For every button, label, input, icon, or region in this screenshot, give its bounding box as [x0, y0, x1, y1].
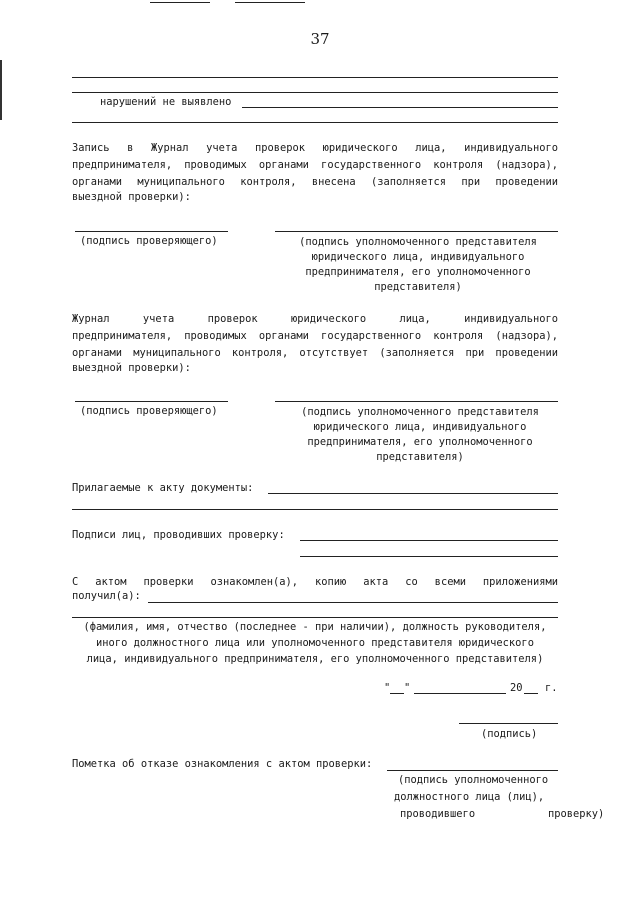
date-quote-open: " [384, 682, 391, 694]
no-violations-label: нарушений не выявлено [100, 96, 232, 108]
representative-signature-line [275, 231, 558, 232]
date-day-line [390, 693, 404, 694]
acquainted-received-label: получил(а): [72, 590, 141, 602]
journal-entry-line: органами муниципального контроля, внесена (заполняется при проведении [72, 176, 558, 188]
refusal-caption: (подпись уполномоченного [398, 774, 549, 786]
date-month-line [414, 693, 506, 694]
refusal-caption: должностного лица (лиц), [394, 791, 545, 803]
scan-top-mark [150, 2, 210, 3]
date-year-prefix: 20 [510, 682, 523, 694]
scan-top-mark [235, 2, 305, 3]
page-number: 37 [310, 30, 330, 48]
inspectors-signature-line [300, 556, 558, 557]
refusal-signature-line [387, 770, 558, 771]
date-year-suffix: г. [545, 682, 558, 694]
refusal-caption: проводившего [400, 808, 476, 820]
journal-absent-line: выездной проверки): [72, 362, 191, 374]
representative-signature-caption: предпринимателя, его уполномоченного [307, 436, 533, 448]
representative-signature-caption: предпринимателя, его уполномоченного [305, 266, 531, 278]
journal-entry-line: Запись в Журнал учета проверок юридического лица, индивидуального [72, 142, 558, 154]
acquainted-text: С актом проверки ознакомлен(а), копию акта со всеми приложениями [72, 576, 558, 588]
blank-line [72, 92, 558, 93]
representative-signature-caption: представителя) [374, 281, 462, 293]
fio-caption: (фамилия, имя, отчество (последнее - при наличии), должность руководителя, [83, 621, 547, 633]
signature-line [459, 723, 558, 724]
blank-line [72, 77, 558, 78]
date-year-line [524, 693, 538, 694]
journal-entry-line: предпринимателя, проводимых органами государственного контроля (надзора), [72, 159, 558, 171]
inspectors-signature-line [300, 540, 558, 541]
representative-signature-caption: (подпись уполномоченного представителя [299, 236, 537, 248]
attached-documents-line [72, 509, 558, 510]
refusal-caption: проверку) [548, 808, 605, 820]
representative-signature-caption: юридического лица, индивидуального [313, 421, 527, 433]
acquainted-line [72, 617, 558, 618]
blank-line [72, 122, 558, 123]
inspector-signature-line [75, 401, 228, 402]
journal-absent-line: Журнал учета проверок юридического лица, индивидуального [72, 313, 558, 325]
attached-documents-label: Прилагаемые к акту документы: [72, 482, 254, 494]
representative-signature-line [275, 401, 558, 402]
inspector-signature-caption: (подпись проверяющего) [80, 235, 218, 247]
inspectors-signatures-label: Подписи лиц, проводивших проверку: [72, 529, 285, 541]
journal-absent-line: органами муниципального контроля, отсутствует (заполняется при проведении [72, 347, 558, 359]
fio-caption: иного должностного лица или уполномоченного представителя юридического [96, 637, 534, 649]
refusal-label: Пометка об отказе ознакомления с актом проверки: [72, 758, 373, 770]
journal-entry-line: выездной проверки): [72, 191, 191, 203]
representative-signature-caption: юридического лица, индивидуального [311, 251, 525, 263]
representative-signature-caption: представителя) [376, 451, 464, 463]
fio-caption: лица, индивидуального предпринимателя, его уполномоченного представителя) [86, 653, 544, 665]
journal-absent-line: предпринимателя, проводимых органами государственного контроля (надзора), [72, 330, 558, 342]
representative-signature-caption: (подпись уполномоченного представителя [301, 406, 539, 418]
attached-documents-line [268, 493, 558, 494]
acquainted-line [148, 602, 558, 603]
inspector-signature-caption: (подпись проверяющего) [80, 405, 218, 417]
signature-caption: (подпись) [481, 728, 538, 740]
date-quote-close: " [404, 682, 411, 694]
inspector-signature-line [75, 231, 228, 232]
no-violations-line [242, 107, 558, 108]
scan-edge-mark [0, 60, 2, 120]
